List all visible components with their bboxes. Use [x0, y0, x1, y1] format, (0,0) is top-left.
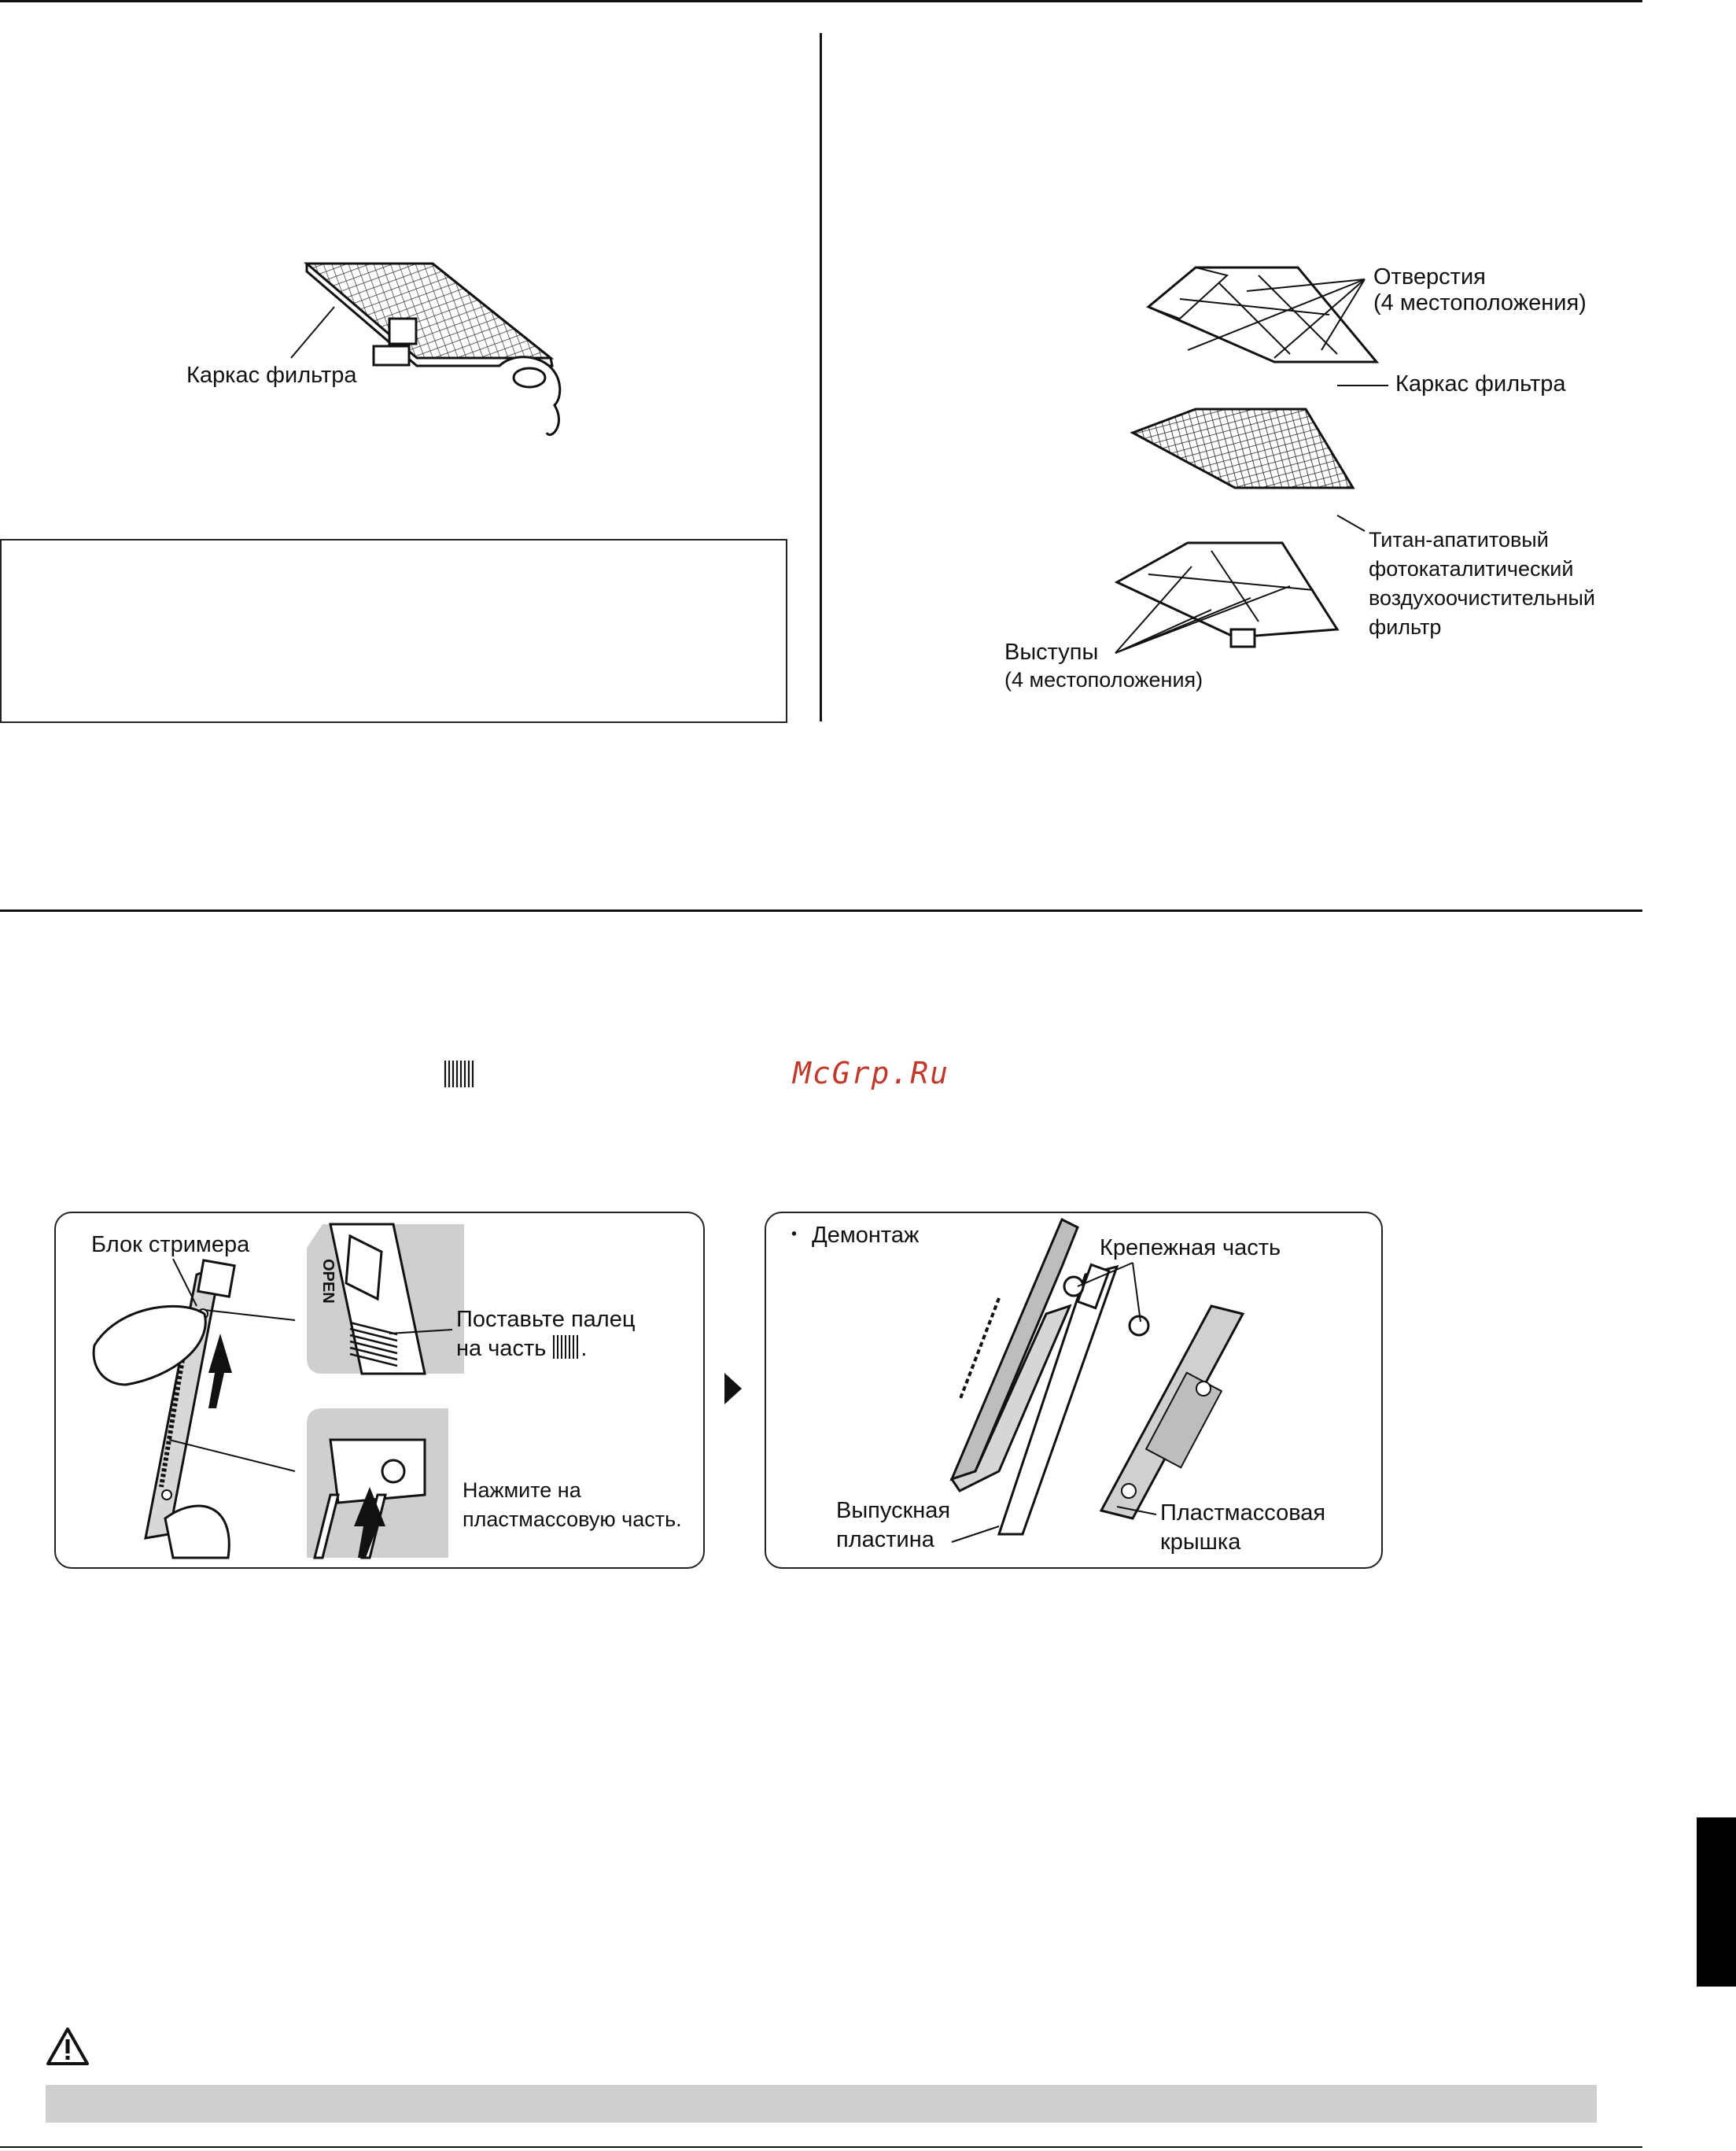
filter-name-line-1: Титан-апатитовый [1369, 528, 1549, 552]
holes-count-label: (4 местоположения) [1373, 290, 1587, 315]
finger-instruction-text: на часть [456, 1336, 553, 1361]
fastening-part-label: Крепежная часть [1100, 1235, 1281, 1260]
filter-frame-label-right: Каркас фильтра [1395, 371, 1566, 397]
open-marking-text: OPEN [319, 1259, 337, 1304]
plastic-cover-line-2: крышка [1160, 1529, 1241, 1555]
tabs-label: Выступы [1004, 640, 1099, 665]
filter-frame-label-left: Каркас фильтра [186, 363, 357, 388]
discharge-plate-line-2: пластина [836, 1527, 934, 1552]
warning-bar [46, 2085, 1597, 2123]
plastic-cover-line-1: Пластмассовая [1160, 1500, 1326, 1526]
holes-label: Отверстия [1373, 264, 1486, 290]
filter-name-line-2: фотокаталитический [1369, 557, 1574, 581]
filter-name-line-3: воздухоочистительный [1369, 586, 1595, 610]
press-instruction-line-1: Нажмите на [463, 1478, 581, 1502]
finger-instruction-period: . [581, 1336, 588, 1361]
removal-bullet: ・ [783, 1223, 806, 1248]
finger-instruction-line-1: Поставьте палец [456, 1307, 636, 1332]
discharge-plate-line-1: Выпускная [836, 1498, 951, 1523]
warning-triangle-icon [46, 2027, 90, 2066]
page-edge-tab [1697, 1817, 1736, 1987]
tabs-count-label: (4 местоположения) [1004, 668, 1203, 692]
press-instruction-line-2: пластмассовую часть. [463, 1507, 682, 1531]
removal-text: Демонтаж [812, 1223, 920, 1248]
filter-name-line-4: фильтр [1369, 615, 1442, 639]
watermark: McGrp.Ru [793, 1056, 950, 1090]
streamer-unit-label: Блок стримера [91, 1232, 250, 1257]
